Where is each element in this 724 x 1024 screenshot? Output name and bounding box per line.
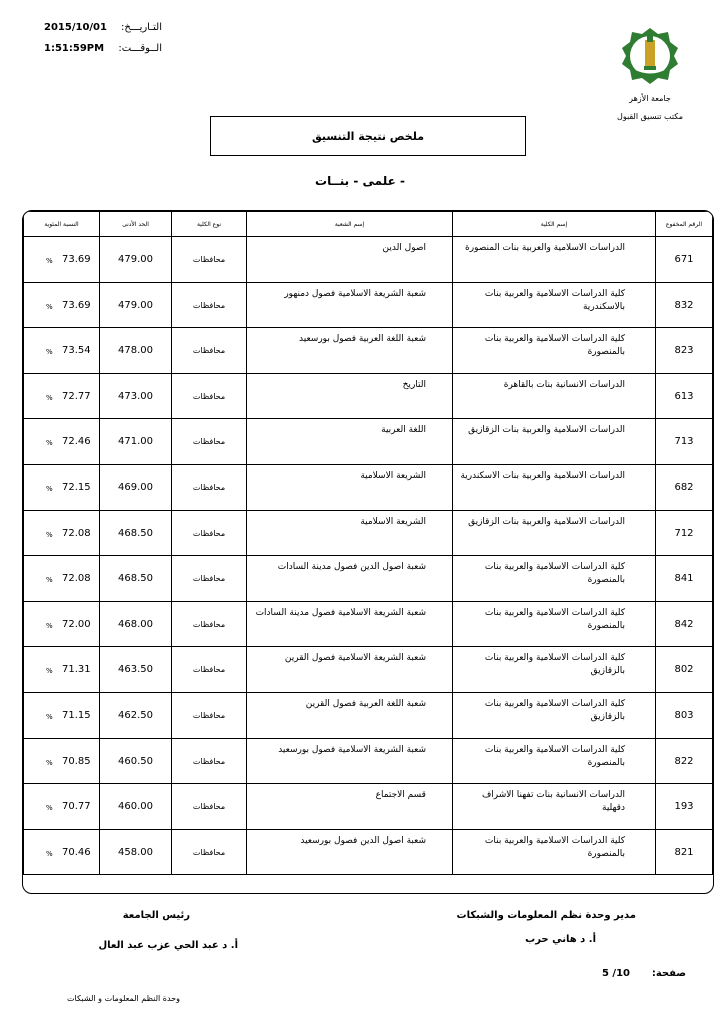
col-header-percent: النسبة المئوية bbox=[24, 212, 100, 237]
president-name: أ. د عبد الحي عزب عبد العال bbox=[98, 940, 238, 951]
cell-branch bbox=[247, 373, 453, 419]
type-value: محافظات bbox=[192, 710, 226, 720]
col-header-code: الرقم المخفوع bbox=[656, 212, 713, 237]
cell-min-score bbox=[100, 601, 172, 647]
min-score-value: 479.00 bbox=[118, 254, 153, 265]
percent-value: 70.46 bbox=[62, 846, 91, 858]
cell-percent bbox=[24, 237, 100, 283]
percent-sign: % bbox=[46, 712, 53, 721]
table-row bbox=[24, 464, 713, 510]
table-row bbox=[24, 647, 713, 693]
min-score-value: 468.50 bbox=[118, 527, 153, 539]
percent-value: 72.15 bbox=[62, 481, 91, 493]
cell-min-score bbox=[100, 373, 172, 419]
type-value: محافظات bbox=[192, 802, 226, 812]
time-label: الــوقـــت: bbox=[118, 43, 162, 54]
cell-min-score bbox=[100, 647, 172, 693]
code-value: 613 bbox=[674, 390, 694, 402]
table-row bbox=[24, 328, 713, 374]
percent-value: 73.69 bbox=[62, 254, 91, 265]
results-table-frame bbox=[22, 210, 714, 894]
report-subtitle: - علمى - بنــات bbox=[315, 174, 405, 188]
cell-percent bbox=[24, 419, 100, 465]
cell-type bbox=[172, 556, 247, 602]
cell-branch bbox=[247, 829, 453, 875]
college-value: الدراسات الاسلامية والعربية بنات الزقازيق bbox=[468, 516, 625, 527]
min-score-value: 479.00 bbox=[118, 299, 153, 311]
cell-type bbox=[172, 510, 247, 556]
president-title: رئيس الجامعة bbox=[122, 910, 190, 921]
code-value: 682 bbox=[674, 481, 694, 493]
type-value: محافظات bbox=[192, 665, 226, 675]
cell-code bbox=[656, 237, 713, 283]
cell-percent bbox=[24, 282, 100, 328]
college-value: كلية الدراسات الاسلامية والعربية بنات بالاسكندرية bbox=[484, 288, 625, 312]
cell-percent bbox=[24, 692, 100, 738]
branch-value: التاريخ bbox=[402, 379, 426, 390]
percent-sign: % bbox=[46, 484, 53, 493]
cell-type bbox=[172, 601, 247, 647]
cell-code bbox=[656, 601, 713, 647]
report-title: ملخص نتيجة التنسيق bbox=[210, 116, 526, 156]
type-value: محافظات bbox=[192, 300, 226, 310]
percent-sign: % bbox=[46, 667, 53, 676]
cell-college bbox=[453, 282, 656, 328]
college-value: كلية الدراسات الاسلامية والعربية بنات بالمنصورة bbox=[484, 334, 625, 358]
code-value: 712 bbox=[674, 527, 694, 539]
table-header-row bbox=[24, 212, 713, 237]
min-score-value: 471.00 bbox=[118, 436, 153, 448]
cell-college bbox=[453, 692, 656, 738]
code-value: 193 bbox=[674, 801, 694, 813]
page-label: صفحة: bbox=[651, 968, 686, 979]
cell-type bbox=[172, 282, 247, 328]
cell-college bbox=[453, 464, 656, 510]
cell-min-score bbox=[100, 419, 172, 465]
cell-college bbox=[453, 237, 656, 283]
percent-sign: % bbox=[46, 257, 53, 265]
type-value: محافظات bbox=[192, 482, 226, 492]
type-value: محافظات bbox=[192, 574, 226, 584]
cell-min-score bbox=[100, 784, 172, 830]
cell-code bbox=[656, 510, 713, 556]
table-row bbox=[24, 601, 713, 647]
code-value: 822 bbox=[674, 755, 694, 767]
cell-min-score bbox=[100, 510, 172, 556]
type-value: محافظات bbox=[192, 391, 226, 401]
col-header-college: إسم الكلية bbox=[453, 212, 656, 237]
percent-value: 72.46 bbox=[62, 436, 91, 448]
cell-min-score bbox=[100, 237, 172, 283]
branch-value: شعبة الشريعة الاسلامية فصول مدينة السادات bbox=[255, 607, 426, 618]
cell-type bbox=[172, 692, 247, 738]
cell-min-score bbox=[100, 328, 172, 374]
percent-sign: % bbox=[46, 302, 53, 311]
college-value: كلية الدراسات الاسلامية والعربية بنات بالزقازيق bbox=[484, 653, 625, 677]
cell-college bbox=[453, 419, 656, 465]
cell-code bbox=[656, 738, 713, 784]
min-score-value: 468.00 bbox=[118, 618, 153, 630]
college-value: الدراسات الانسانية بنات تفهنا الاشراف دقهلية bbox=[481, 790, 625, 814]
percent-value: 73.69 bbox=[62, 299, 91, 311]
cell-code bbox=[656, 647, 713, 693]
min-score-value: 462.50 bbox=[118, 709, 153, 721]
cell-branch bbox=[247, 601, 453, 647]
cell-type bbox=[172, 419, 247, 465]
cell-branch bbox=[247, 510, 453, 556]
time-value: 1:51:59PM bbox=[44, 43, 105, 54]
table-row bbox=[24, 373, 713, 419]
cell-percent bbox=[24, 464, 100, 510]
col-header-branch: إسم الشعبة bbox=[247, 212, 453, 237]
code-value: 802 bbox=[674, 664, 694, 676]
cell-college bbox=[453, 738, 656, 784]
branch-value: شعبة الشريعة الاسلامية فصول القرين bbox=[284, 653, 426, 664]
cell-code bbox=[656, 373, 713, 419]
cell-min-score bbox=[100, 692, 172, 738]
cell-percent bbox=[24, 601, 100, 647]
college-value: كلية الدراسات الاسلامية والعربية بنات بالمنصورة bbox=[484, 607, 625, 631]
cell-percent bbox=[24, 556, 100, 602]
percent-sign: % bbox=[46, 393, 53, 402]
cell-min-score bbox=[100, 829, 172, 875]
branch-value: اللغة العربية bbox=[381, 425, 426, 436]
percent-value: 70.85 bbox=[62, 755, 91, 767]
type-value: محافظات bbox=[192, 619, 226, 629]
col-header-min-score: الحد الأدنى bbox=[100, 212, 172, 237]
code-value: 841 bbox=[674, 573, 694, 585]
type-value: محافظات bbox=[192, 255, 226, 264]
min-score-value: 468.50 bbox=[118, 573, 153, 585]
branch-value: قسم الاجتماع bbox=[375, 790, 426, 801]
cell-type bbox=[172, 829, 247, 875]
college-value: كلية الدراسات الاسلامية والعربية بنات بالمنصورة bbox=[484, 744, 625, 768]
branch-value: الشريعة الاسلامية bbox=[360, 470, 426, 481]
code-value: 842 bbox=[674, 618, 694, 630]
cell-branch bbox=[247, 556, 453, 602]
cell-type bbox=[172, 464, 247, 510]
cell-type bbox=[172, 738, 247, 784]
footer-text: وحدة النظم المعلومات و الشبكات bbox=[67, 994, 180, 1003]
min-score-value: 478.00 bbox=[118, 345, 153, 357]
percent-sign: % bbox=[46, 849, 53, 858]
cell-code bbox=[656, 784, 713, 830]
code-value: 713 bbox=[674, 436, 694, 448]
office-name: مكتب تنسيق القبول bbox=[617, 112, 683, 121]
table-row bbox=[24, 237, 713, 283]
min-score-value: 469.00 bbox=[118, 481, 153, 493]
branch-value: شعبة اللغة العربية فصول بورسعيد bbox=[299, 334, 426, 345]
college-value: كلية الدراسات الاسلامية والعربية بنات بالمنصورة bbox=[484, 835, 625, 859]
type-value: محافظات bbox=[192, 847, 226, 857]
percent-sign: % bbox=[46, 804, 53, 813]
cell-college bbox=[453, 601, 656, 647]
cell-branch bbox=[247, 237, 453, 283]
col-header-type: نوع الكلية bbox=[172, 212, 247, 237]
cell-type bbox=[172, 328, 247, 374]
min-score-value: 460.00 bbox=[118, 801, 153, 813]
percent-value: 71.15 bbox=[62, 709, 91, 721]
manager-title: مدير وحدة نظم المعلومات والشبكات bbox=[456, 910, 636, 921]
cell-branch bbox=[247, 419, 453, 465]
code-value: 823 bbox=[674, 345, 694, 357]
cell-min-score bbox=[100, 738, 172, 784]
code-value: 821 bbox=[674, 846, 694, 858]
percent-value: 72.08 bbox=[62, 573, 91, 585]
table-row bbox=[24, 556, 713, 602]
college-value: كلية الدراسات الاسلامية والعربية بنات بالزقازيق bbox=[484, 698, 625, 722]
type-value: محافظات bbox=[192, 437, 226, 447]
table-row bbox=[24, 419, 713, 465]
percent-sign: % bbox=[46, 348, 53, 357]
cell-branch bbox=[247, 784, 453, 830]
azhar-emblem-icon bbox=[620, 26, 680, 86]
table-row bbox=[24, 784, 713, 830]
percent-value: 72.00 bbox=[62, 618, 91, 630]
percent-value: 73.54 bbox=[62, 345, 91, 357]
results-table bbox=[23, 211, 713, 875]
type-value: محافظات bbox=[192, 346, 226, 356]
cell-branch bbox=[247, 738, 453, 784]
cell-code bbox=[656, 829, 713, 875]
cell-code bbox=[656, 464, 713, 510]
cell-percent bbox=[24, 510, 100, 556]
percent-value: 72.08 bbox=[62, 527, 91, 539]
cell-branch bbox=[247, 282, 453, 328]
min-score-value: 473.00 bbox=[118, 390, 153, 402]
cell-code bbox=[656, 282, 713, 328]
cell-min-score bbox=[100, 556, 172, 602]
cell-code bbox=[656, 328, 713, 374]
university-name: جامعة الأزهر bbox=[629, 94, 671, 103]
cell-college bbox=[453, 328, 656, 374]
cell-percent bbox=[24, 829, 100, 875]
branch-value: شعبة اللغة العربية فصول القرين bbox=[305, 698, 426, 709]
college-value: الدراسات الاسلامية والعربية بنات الاسكندرية bbox=[460, 470, 625, 481]
percent-value: 70.77 bbox=[62, 801, 91, 813]
cell-min-score bbox=[100, 464, 172, 510]
code-value: 803 bbox=[674, 709, 694, 721]
cell-college bbox=[453, 373, 656, 419]
cell-college bbox=[453, 556, 656, 602]
cell-code bbox=[656, 692, 713, 738]
branch-value: اصول الدين bbox=[382, 243, 426, 253]
cell-college bbox=[453, 647, 656, 693]
manager-name: أ. د هاني حرب bbox=[525, 934, 596, 945]
cell-percent bbox=[24, 373, 100, 419]
cell-branch bbox=[247, 692, 453, 738]
cell-type bbox=[172, 784, 247, 830]
college-value: الدراسات الانسانية بنات بالقاهرة bbox=[503, 379, 625, 390]
type-value: محافظات bbox=[192, 756, 226, 766]
cell-code bbox=[656, 419, 713, 465]
percent-sign: % bbox=[46, 439, 53, 448]
cell-type bbox=[172, 647, 247, 693]
code-value: 832 bbox=[674, 299, 694, 311]
cell-code bbox=[656, 556, 713, 602]
date-label: التـاريـــخ: bbox=[120, 22, 162, 33]
date-value: 2015/10/01 bbox=[44, 22, 107, 33]
percent-value: 71.31 bbox=[62, 664, 91, 676]
cell-type bbox=[172, 237, 247, 283]
percent-sign: % bbox=[46, 621, 53, 630]
cell-college bbox=[453, 784, 656, 830]
min-score-value: 458.00 bbox=[118, 846, 153, 858]
table-row bbox=[24, 829, 713, 875]
cell-branch bbox=[247, 328, 453, 374]
page-number: 5 /10 bbox=[601, 968, 630, 979]
code-value: 671 bbox=[674, 254, 694, 265]
college-value: الدراسات الاسلامية والعربية بنات الزقازيق bbox=[468, 425, 625, 436]
branch-value: الشريعة الاسلامية bbox=[360, 516, 426, 527]
branch-value: شعبة الشريعة الاسلامية فصول بورسعيد bbox=[278, 744, 426, 755]
branch-value: شعبة اصول الدين فصول بورسعيد bbox=[300, 835, 426, 846]
table-row bbox=[24, 738, 713, 784]
cell-type bbox=[172, 373, 247, 419]
cell-percent bbox=[24, 647, 100, 693]
university-logo bbox=[620, 26, 680, 86]
min-score-value: 460.50 bbox=[118, 755, 153, 767]
cell-min-score bbox=[100, 282, 172, 328]
percent-sign: % bbox=[46, 576, 53, 585]
cell-branch bbox=[247, 647, 453, 693]
cell-college bbox=[453, 829, 656, 875]
college-value: كلية الدراسات الاسلامية والعربية بنات بالمنصورة bbox=[484, 562, 625, 586]
table-row bbox=[24, 282, 713, 328]
percent-sign: % bbox=[46, 530, 53, 539]
cell-percent bbox=[24, 328, 100, 374]
percent-sign: % bbox=[46, 758, 53, 767]
cell-percent bbox=[24, 784, 100, 830]
cell-percent bbox=[24, 738, 100, 784]
cell-college bbox=[453, 510, 656, 556]
branch-value: شعبة اصول الدين فصول مدينة السادات bbox=[277, 562, 426, 573]
percent-value: 72.77 bbox=[62, 390, 91, 402]
table-row bbox=[24, 692, 713, 738]
type-value: محافظات bbox=[192, 528, 226, 538]
min-score-value: 463.50 bbox=[118, 664, 153, 676]
college-value: الدراسات الاسلامية والعربية بنات المنصورة bbox=[465, 243, 625, 253]
table-row bbox=[24, 510, 713, 556]
branch-value: شعبة الشريعة الاسلامية فصول دمنهور bbox=[284, 288, 426, 299]
cell-branch bbox=[247, 464, 453, 510]
